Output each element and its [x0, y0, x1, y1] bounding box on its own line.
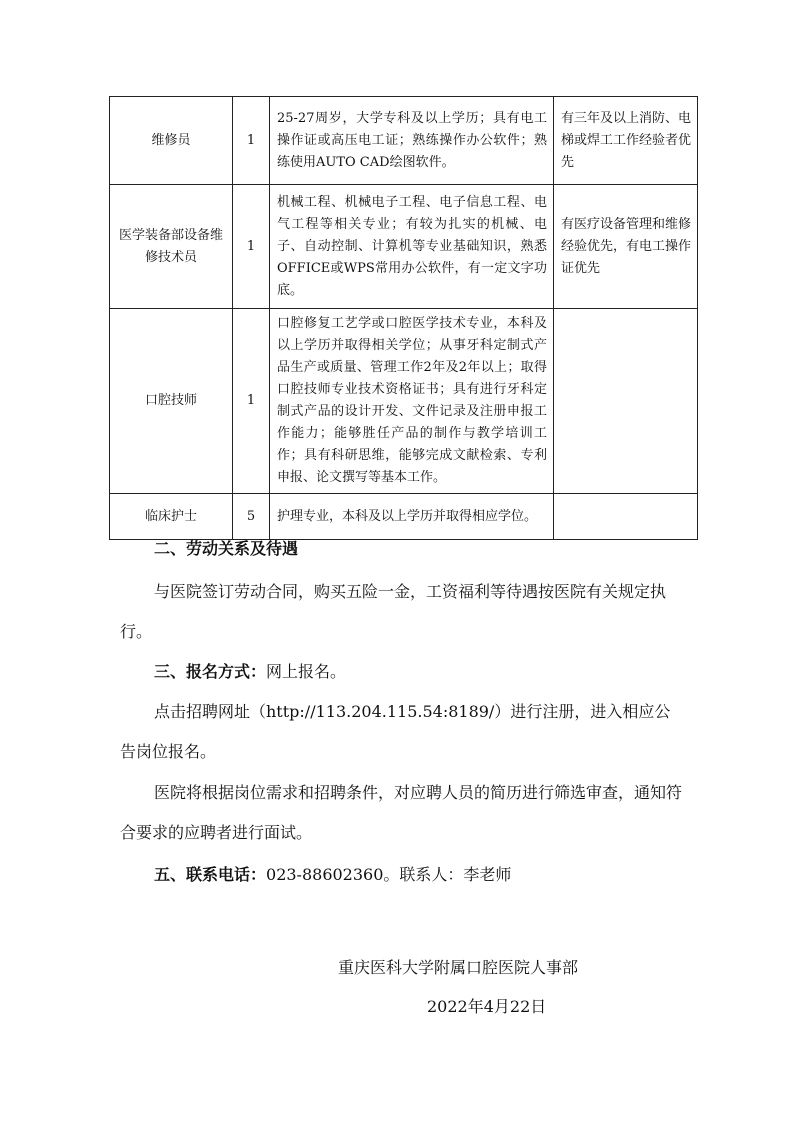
signature-org: 重庆医科大学附属口腔医院人事部	[338, 958, 579, 977]
requirements-cell: 机械工程、机械电子工程、电子信息工程、电气工程等相关专业；有较为扎实的机械、电子、自动控制、计算机等专业基础知识，熟悉OFFICE或WPS常用办公软件，有一定文字功底。	[277, 194, 547, 298]
preferred-cell: 有医疗设备管理和维修经验优先，有电工操作证优先	[561, 216, 692, 276]
table-row	[110, 97, 698, 185]
requirements-cell: 口腔修复工艺学或口腔医学技术专业，本科及以上学历并取得相关学位；从事牙科定制式产品生产或质量、管理工作2年及2年以上；取得口腔技师专业技术资格证书；具有进行牙科定制式产品的设计开发、文件记录及注册申报工作能力；能够胜任产品的制作与教学培训工作；具有科研思维，能够完成文献检索、专利申报、论文撰写等基本工作。	[277, 316, 547, 485]
position-cell: 维修员	[110, 97, 233, 185]
signup-value: 网上报名。	[266, 662, 347, 681]
count-cell: 1	[233, 97, 270, 185]
preferred-cell	[554, 397, 697, 405]
signature-date: 2022年4月22日	[427, 997, 547, 1016]
position-cell: 口腔技师	[110, 309, 233, 494]
preferred-cell	[554, 513, 697, 521]
requirements-cell: 护理专业，本科及以上学历并取得相应学位。	[277, 508, 538, 524]
requirements-cell: 25-27周岁，大学专科及以上学历；具有电工操作证或高压电工证；熟练操作办公软件；熟练使用AUTO CAD绘图软件。	[277, 110, 547, 170]
signup-line	[120, 652, 686, 692]
labor-heading: 二、劳动关系及待遇	[154, 539, 299, 558]
signup-heading: 三、报名方式：	[154, 662, 267, 681]
count-cell: 5	[233, 494, 270, 540]
labor-text: 与医院签订劳动合同，购买五险一金，工资福利等待遇按医院有关规定执行。	[120, 582, 667, 641]
position-cell: 临床护士	[110, 494, 233, 540]
positions-table	[109, 96, 698, 540]
table-row	[110, 309, 698, 494]
screening-text: 医院将根据岗位需求和招聘条件，对应聘人员的简历进行筛选审查，通知符合要求的应聘者进行面试。	[120, 783, 683, 842]
count-cell: 1	[233, 185, 270, 309]
signup-text: 点击招聘网址（http://113.204.115.54:8189/）进行注册，进入相应公告岗位报名。	[120, 702, 671, 761]
contact-heading: 五、联系电话：	[154, 865, 267, 884]
count-cell: 1	[233, 309, 270, 494]
table-row	[110, 185, 698, 309]
position-cell: 医学装备部设备维修技术员	[110, 185, 233, 309]
contact-value: 023-88602360。联系人：李老师	[266, 865, 512, 884]
contact-line	[120, 855, 686, 895]
preferred-cell: 有三年及以上消防、电梯或焊工工作经验者优先	[561, 110, 692, 170]
